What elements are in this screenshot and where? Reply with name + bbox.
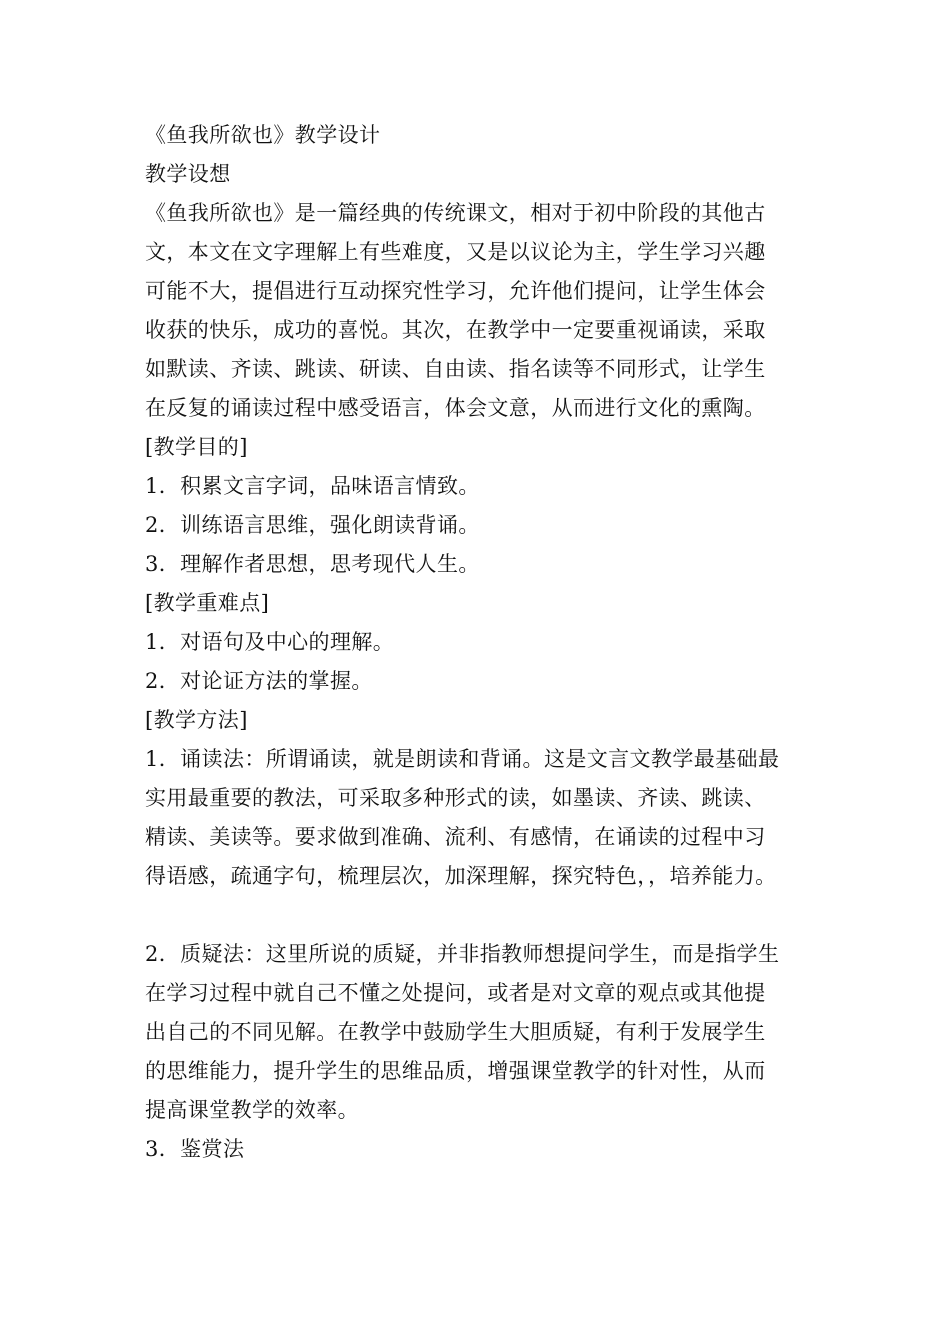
teaching-idea-paragraph xyxy=(145,194,810,428)
document-body xyxy=(145,116,810,1169)
list-item: 2．训练语言思维，强化朗读背诵。 xyxy=(145,513,480,537)
method-questioning-paragraph xyxy=(145,935,810,1130)
document-title: 《鱼我所欲也》教学设计 xyxy=(145,123,381,147)
paragraph-line: 在学习过程中就自己不懂之处提问，或者是对文章的观点或其他提 xyxy=(145,981,766,1005)
section-heading-teaching-methods: [教学方法] xyxy=(145,708,248,732)
paragraph-line: 《鱼我所欲也》是一篇经典的传统课文，相对于初中阶段的其他古 xyxy=(145,201,766,225)
teaching-goals-list xyxy=(145,467,810,584)
paragraph-line: 2．质疑法：这里所说的质疑，并非指教师想提问学生，而是指学生 xyxy=(145,942,780,966)
paragraph-line: 1．诵读法：所谓诵读，就是朗读和背诵。这是文言文教学最基础最 xyxy=(145,747,780,771)
paragraph-line: 收获的快乐，成功的喜悦。其次，在教学中一定要重视诵读，采取 xyxy=(145,318,766,342)
section-heading-teaching-goals: [教学目的] xyxy=(145,435,248,459)
method-recitation-paragraph xyxy=(145,740,810,896)
section-heading-teaching-idea: 教学设想 xyxy=(145,162,231,186)
paragraph-line: 可能不大，提倡进行互动探究性学习，允许他们提问，让学生体会 xyxy=(145,279,766,303)
method-appreciation-title: 3．鉴赏法 xyxy=(145,1137,245,1161)
blank-line xyxy=(145,896,810,935)
list-item: 3．理解作者思想，思考现代人生。 xyxy=(145,552,480,576)
paragraph-line: 得语感，疏通字句，梳理层次，加深理解，探究特色，，培养能力。 xyxy=(145,864,777,888)
paragraph-line: 精读、美读等。要求做到准确、流利、有感情，在诵读的过程中习 xyxy=(145,825,766,849)
list-item: 2．对论证方法的掌握。 xyxy=(145,669,373,693)
paragraph-line: 文，本文在文字理解上有些难度，又是以议论为主，学生学习兴趣 xyxy=(145,240,766,264)
paragraph-line: 实用最重要的教法，可采取多种形式的读，如墨读、齐读、跳读、 xyxy=(145,786,766,810)
paragraph-line: 在反复的诵读过程中感受语言，体会文意，从而进行文化的熏陶。 xyxy=(145,396,766,420)
list-item: 1．积累文言字词，品味语言情致。 xyxy=(145,474,480,498)
paragraph-line: 的思维能力，提升学生的思维品质，增强课堂教学的针对性，从而 xyxy=(145,1059,766,1083)
paragraph-line: 出自己的不同见解。在教学中鼓励学生大胆质疑，有利于发展学生 xyxy=(145,1020,766,1044)
key-points-list xyxy=(145,623,810,701)
paragraph-line: 提高课堂教学的效率。 xyxy=(145,1098,359,1122)
paragraph-line: 如默读、齐读、跳读、研读、自由读、指名读等不同形式，让学生 xyxy=(145,357,766,381)
section-heading-key-points: [教学重难点] xyxy=(145,591,270,615)
list-item: 1．对语句及中心的理解。 xyxy=(145,630,395,654)
